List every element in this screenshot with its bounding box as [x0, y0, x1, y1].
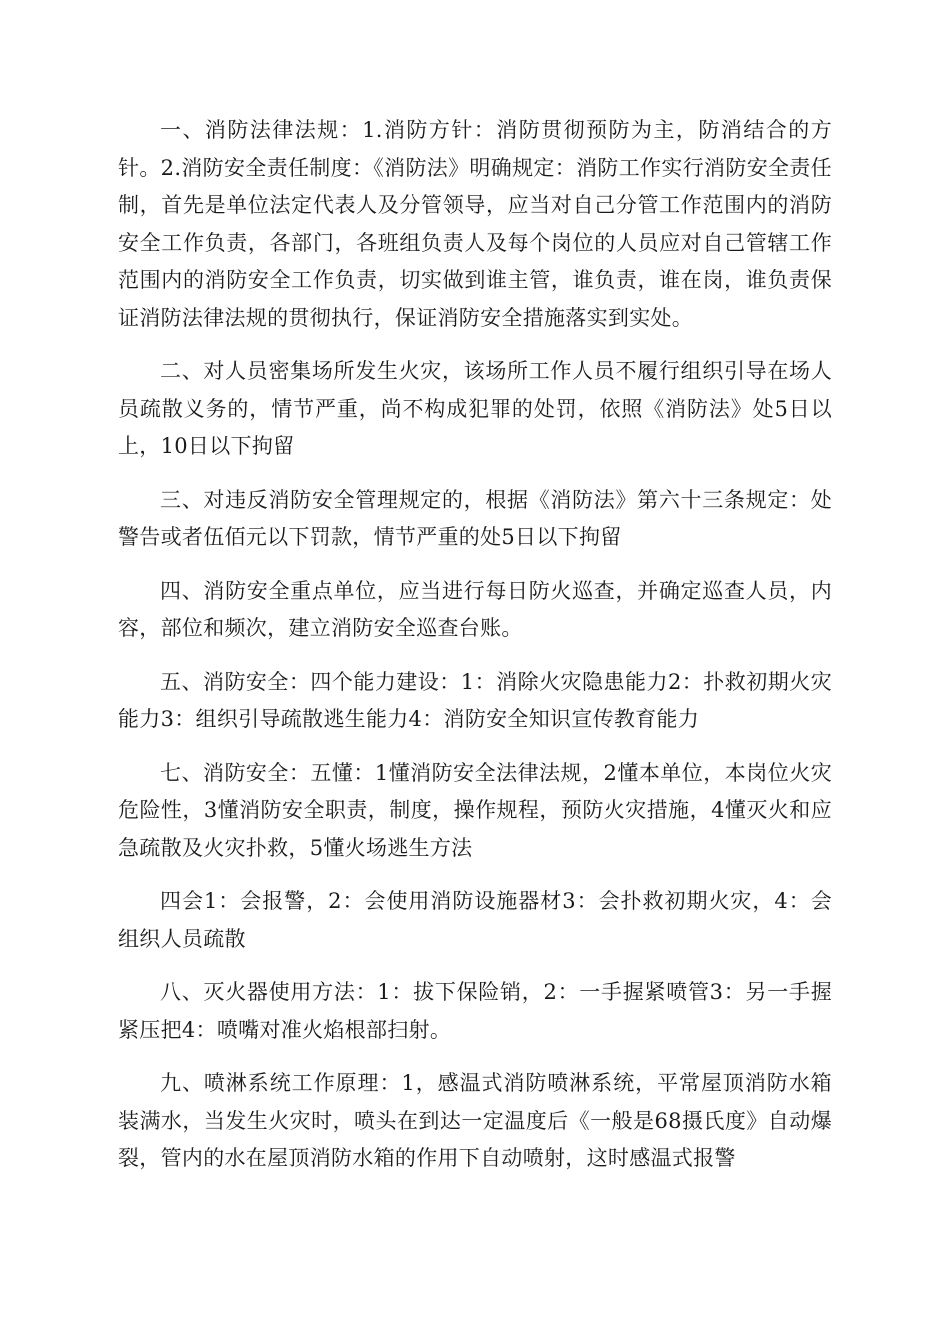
paragraph-fire-laws: 一、消防法律法规：1.消防方针：消防贯彻预防为主，防消结合的方针。2.消防安全责任制度：《消防法》明确规定：消防工作实行消防安全责任制，首先是单位法定代表人及分管领导，应当对自己分管工作范围内的消防安全工作负责，各部门，各班组负责人及每个岗位的人员应对自己管辖工作范围内的消防安全工作负责，切实做到谁主管，谁负责，谁在岗，谁负责保证消防法律法规的贯彻执行，保证消防安全措施落实到实处。 — [118, 118, 832, 330]
paragraph-five-understandings: 七、消防安全：五懂：1懂消防安全法律法规，2懂本单位，本岗位火灾危险性，3懂消防安全职责，制度，操作规程，预防火灾措施，4懂灭火和应急疏散及火灾扑救，5懂火场逃生方法 — [118, 760, 832, 860]
paragraph-extinguisher-usage: 八、灭火器使用方法：1：拔下保险销，2：一手握紧喷管3：另一手握紧压把4：喷嘴对准火焰根部扫射。 — [118, 980, 832, 1042]
paragraph-sprinkler-principle: 九、喷淋系统工作原理：1，感温式消防喷淋系统，平常屋顶消防水箱装满水，当发生火灾时，喷头在到达一定温度后《一般是68摄氏度》自动爆裂，管内的水在屋顶消防水箱的作用下自动喷射，这时感温式报警 — [118, 1071, 832, 1170]
document-page — [118, 112, 832, 1194]
paragraph-management-violation: 三、对违反消防安全管理规定的，根据《消防法》第六十三条规定：处警告或者伍佰元以下罚款，情节严重的处5日以下拘留 — [118, 487, 832, 549]
paragraph-key-unit-patrol: 四、消防安全重点单位，应当进行每日防火巡查，并确定巡查人员，内容，部位和频次，建立消防安全巡查台账。 — [118, 578, 832, 640]
paragraph-crowded-venue-penalty: 二、对人员密集场所发生火灾，该场所工作人员不履行组织引导在场人员疏散义务的，情节严重，尚不构成犯罪的处罚，依照《消防法》处5日以上，10日以下拘留 — [118, 359, 832, 458]
paragraph-four-abilities: 五、消防安全：四个能力建设：1：消除火灾隐患能力2：扑救初期火灾能力3：组织引导疏散逃生能力4：消防安全知识宣传教育能力 — [118, 669, 832, 731]
paragraph-four-skills: 四会1：会报警，2：会使用消防设施器材3：会扑救初期火灾，4：会组织人员疏散 — [118, 889, 832, 951]
